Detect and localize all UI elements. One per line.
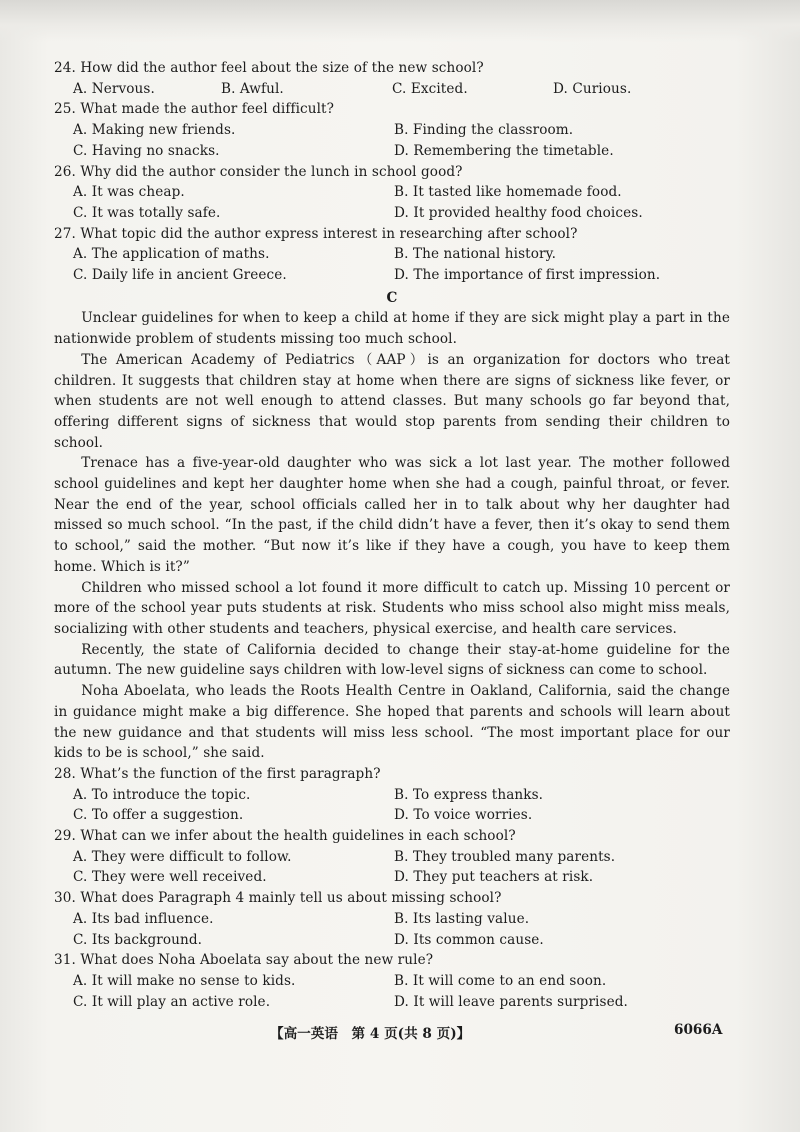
options — [54, 847, 730, 888]
page-content — [54, 58, 730, 1012]
question-stem: 31. What does Noha Aboelata say about the new rule? — [54, 952, 434, 969]
option-a: A. Nervous. — [73, 80, 155, 97]
passage-paragraph-6: Noha Aboelata, who leads the Roots Health Centre in Oakland, California, said the change in guidance might make a big difference. She hoped that parents and schools will learn about the new guidance and that students will miss less school. “The most important place for our kids to be is school,” she said. — [54, 683, 730, 762]
question-31 — [54, 950, 730, 1012]
option-d: D. Curious. — [553, 80, 632, 97]
option-c: C. It will play an active role. — [73, 993, 271, 1010]
paper-code: 6066A — [674, 1022, 723, 1038]
passage-paragraph-2: The American Academy of Pediatrics（AAP）is an organization for doctors who treat children. It suggests that children stay at home when there are signs of sickness like fever, or when students are not well enough to attend classes. But many schools go far beyond that, offering different signs of sickness that would stop parents from sending their children to school. — [54, 351, 730, 451]
question-24 — [54, 58, 730, 99]
option-a: A. They were difficult to follow. — [73, 848, 292, 865]
option-b: B. It tasted like homemade food. — [394, 184, 622, 201]
question-26 — [54, 162, 730, 224]
option-d: D. It will leave parents surprised. — [394, 993, 628, 1010]
passage-paragraph-5: Recently, the state of California decided to change their stay-at-home guideline for the autumn. The new guideline says children with low-level signs of sickness can come to school. — [54, 641, 730, 679]
question-30 — [54, 888, 730, 950]
option-b: B. Awful. — [221, 80, 284, 97]
option-d: D. They put teachers at risk. — [394, 869, 594, 886]
question-25 — [54, 99, 730, 161]
option-a: A. It will make no sense to kids. — [73, 972, 296, 989]
option-c: C. To offer a suggestion. — [73, 807, 244, 824]
question-stem: 30. What does Paragraph 4 mainly tell us about missing school? — [54, 890, 502, 907]
options — [54, 182, 730, 223]
reading-passage — [54, 308, 730, 763]
options — [54, 79, 730, 100]
option-a: A. The application of maths. — [73, 246, 270, 263]
option-c: C. They were well received. — [73, 869, 267, 886]
passage-paragraph-4: Children who missed school a lot found it more difficult to catch up. Missing 10 percent or more of the school year puts students at risk. Students who miss school also might miss meals, socializing with other students and teachers, physical exercise, and health care services. — [54, 579, 730, 637]
option-c: C. Its background. — [73, 931, 203, 948]
question-stem: 26. Why did the author consider the lunch in school good? — [54, 163, 463, 180]
option-b: B. Its lasting value. — [394, 910, 530, 927]
option-c: C. Having no snacks. — [73, 142, 220, 159]
option-a: A. It was cheap. — [73, 184, 185, 201]
options — [54, 785, 730, 826]
option-b: B. To express thanks. — [394, 786, 544, 803]
option-b: B. It will come to an end soon. — [394, 972, 607, 989]
option-d: D. It provided healthy food choices. — [394, 204, 643, 221]
option-c: C. It was totally safe. — [73, 204, 221, 221]
page-number: 【高一英语 第 4 页(共 8 页)】 — [270, 1026, 471, 1042]
question-stem: 25. What made the author feel difficult? — [54, 101, 335, 118]
options — [54, 909, 730, 950]
option-d: D. The importance of first impression. — [394, 267, 661, 284]
question-stem: 29. What can we infer about the health guidelines in each school? — [54, 828, 516, 845]
question-stem: 27. What topic did the author express interest in researching after school? — [54, 225, 578, 242]
question-27 — [54, 224, 730, 286]
option-a: A. Its bad influence. — [73, 910, 214, 927]
question-stem: 28. What’s the function of the first paragraph? — [54, 765, 381, 782]
option-d: D. Remembering the timetable. — [394, 142, 614, 159]
options — [54, 971, 730, 1012]
question-28 — [54, 764, 730, 826]
option-d: D. Its common cause. — [394, 931, 544, 948]
scan-shadow — [0, 0, 800, 42]
options — [54, 120, 730, 161]
option-d: D. To voice worries. — [394, 807, 533, 824]
options — [54, 244, 730, 285]
option-c: C. Excited. — [392, 80, 468, 97]
option-b: B. The national history. — [394, 246, 557, 263]
question-29 — [54, 826, 730, 888]
option-a: A. Making new friends. — [73, 122, 236, 139]
question-stem: 24. How did the author feel about the size of the new school? — [54, 60, 484, 76]
section-label: C — [386, 289, 398, 306]
option-b: B. They troubled many parents. — [394, 848, 616, 865]
option-b: B. Finding the classroom. — [394, 122, 574, 139]
option-c: C. Daily life in ancient Greece. — [73, 267, 287, 284]
page-footer — [0, 1022, 800, 1046]
option-a: A. To introduce the topic. — [73, 786, 251, 803]
passage-paragraph-3: Trenace has a five-year-old daughter who was sick a lot last year. The mother followed school guidelines and kept her daughter home when she had a cough, painful throat, or fever. Near the end of the year, school officials called her in to talk about why her daughter had missed so much school. “In the past, if the child didn’t have a fever, then it’s okay to send them to school,” said the mother. “But now it’s like if they have a cough, you have to keep them home. Which is it?” — [54, 455, 730, 575]
passage-paragraph-1: Unclear guidelines for when to keep a child at home if they are sick might play a part in the nationwide problem of students missing too much school. — [54, 310, 730, 348]
